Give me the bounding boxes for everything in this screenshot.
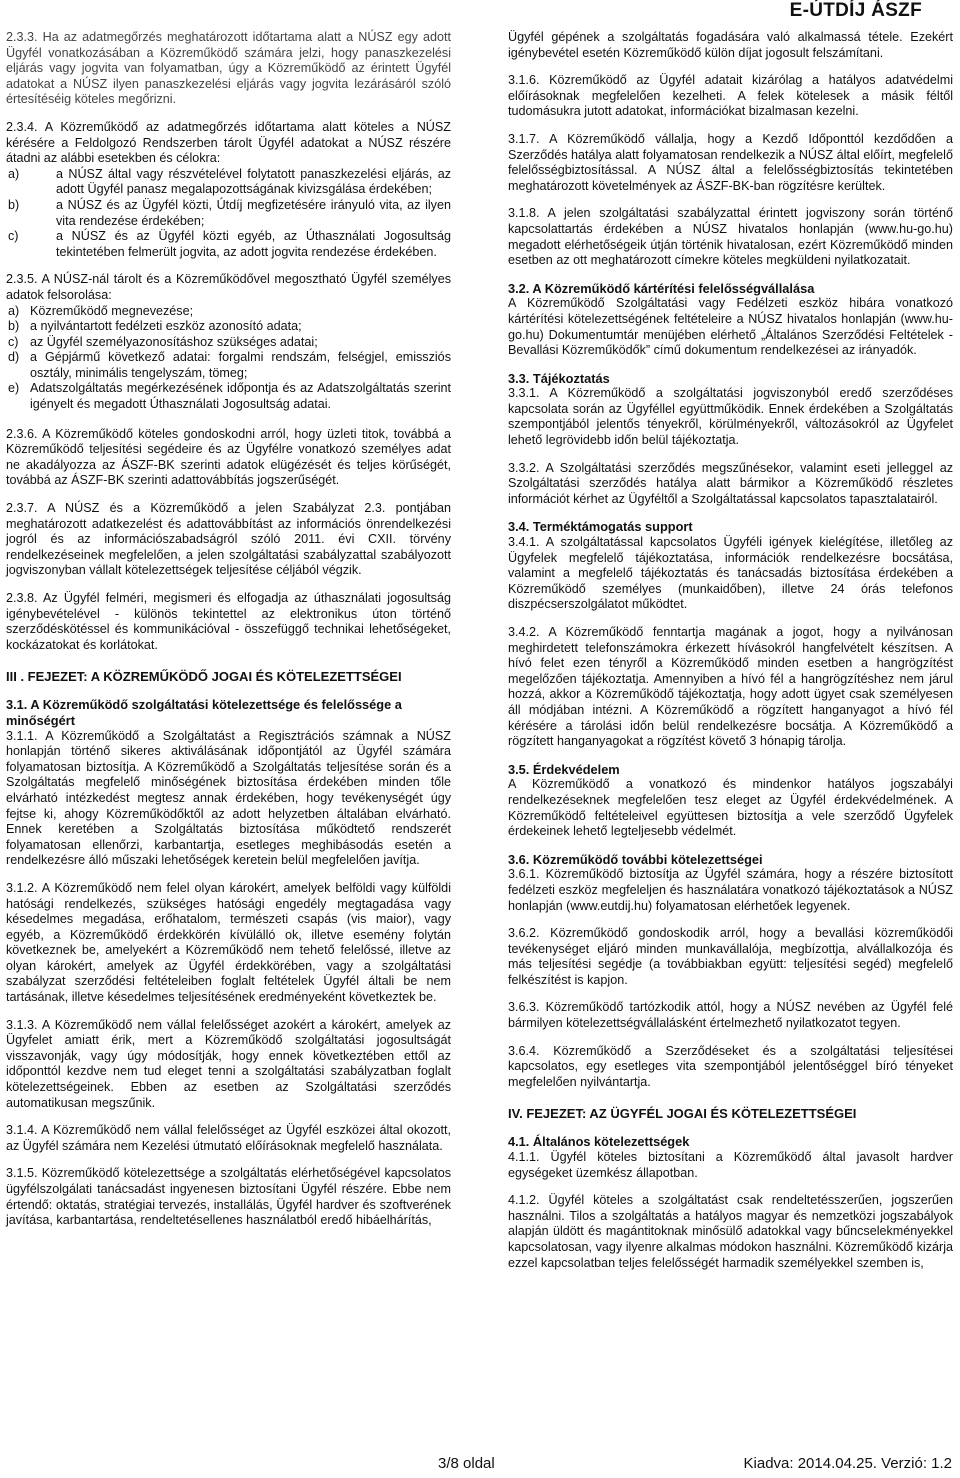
paragraph-3-1-6: 3.1.6. Közreműködő az Ügyfél adatait kizárólag a hatályos adatvédelmi előírásoknak megfelelően kezelheti. A felek kötelesek a másik féltől tudomásukra jutott adatokat, információkat bizalmasan kezelni. xyxy=(508,73,953,119)
paragraph-3-1-2: 3.1.2. A Közreműködő nem felel olyan károkért, amelyek belföldi vagy külföldi hatósági rendelkezés, szükséges hatósági engedély megtagadása vagy késedelmes megadása, erőhatalom, természeti csapás (vis maior), vagy egyéb, a Közreműködő érdekkörén kívülálló ok, illetve esemény folytán következnek be, amelyekért a Közreműködő nem tehető felelőssé, illetve az olyan károkért, amelyek az Ügyfél érdekkörében, vagy a szolgáltatási szabályzat szerződési feltételeiben foglalt feltételek Ügyfél általi be nem tartásának, illetve késedelmes teljesítésének eredményeként következtek be. xyxy=(6,880,451,1005)
paragraph-3-1-4: 3.1.4. A Közreműködő nem vállal felelősséget az Ügyfél eszközei által okozott, az Ügyfél számára nem Kezelési útmutató előírásoknak megfelelő használata. xyxy=(6,1123,451,1153)
paragraph-3-3-2: 3.3.2. A Szolgáltatási szerződés megszűnésekor, valamint eseti jelleggel az Szolgáltatási szerződés hatálya alatt bármikor a Közreműködő részletes információt kérhet az Ügyféltől a Szolgáltatással kapcsolatos tapasztalatairól. xyxy=(508,460,953,506)
section-heading-3-1: 3.1. A Közreműködő szolgáltatási kötelezettsége és felelőssége a minőségért xyxy=(6,697,402,728)
version-info: Kiadva: 2014.04.25. Verzió: 1.2 xyxy=(743,1455,952,1473)
paragraph-2-3-3: 2.3.3. Ha az adatmegőrzés meghatározott időtartama alatt a NÚSZ egy adott Ügyfél vonatkozásában a Közreműködő számára jelzi, hogy panaszkezelési eljárás vagy jogvita van folyamatban, úgy a Közreműködő az érintett Ügyfél adatokat a NÚSZ ilyen panaszkezelési eljárás vagy jogvita lezárásáról szóló értesítéséig köteles megőrizni. xyxy=(6,30,451,107)
paragraph-3-6-4: 3.6.4. Közreműködő a Szerződéseket és a szolgáltatási teljesítései kapcsolatos, egy esetleges vita szempontjából jelentőséggel bíró tényeket megfelelően nyilvántartja. xyxy=(508,1043,953,1089)
section-heading-3-4: 3.4. Terméktámogatás support xyxy=(508,519,693,535)
section-heading-3-2: 3.2. A Közreműködő kártérítési felelősségvállalása xyxy=(508,280,815,296)
section-heading-3-3: 3.3. Tájékoztatás xyxy=(508,370,610,386)
paragraph-3-6-3: 3.6.3. Közreműködő tartózkodik attól, hogy a NÚSZ nevében az Ügyfél felé bármilyen kötelezettségvállalásként értelmezhető nyilatkozatot tegyen. xyxy=(508,1000,953,1031)
list-2-3-4 xyxy=(6,167,451,261)
paragraph-3-1-5: 3.1.5. Közreműködő kötelezettsége a szolgáltatás elérhetőségével kapcsolatos ügyfélszolgálati tanácsadást ingyenesen biztosítani Ügyfél részére. Ebbe nem értendő: oktatás, stratégiai tervezés, installálás, Ügyfél hardver és szoftverének javítása, karbantartása, rendeltetésellenes használatból eredő hibáelhárítás, xyxy=(6,1166,451,1228)
list-item: d) a Gépjármű következő adatai: forgalmi rendszám, felségjel, emissziós osztály, minimális tengelyszám, tömeg; xyxy=(8,350,451,380)
section-heading-3-5: 3.5. Érdekvédelem xyxy=(508,761,620,777)
left-column xyxy=(6,30,451,1241)
section-heading-4-1: 4.1. Általános kötelezettségek xyxy=(508,1134,690,1150)
paragraph-3-2: A Közreműködő Szolgáltatási vagy Fedélzeti eszköz hibára vonatkozó kártérítési kötelezettségének feltételeire a NÚSZ hivatalos honlapján (www.hu-go.hu) Dokumentumtár menüjében elérhető „Általános Szerződési Feltételek - Bevallási Közreműködők” című dokumentum rendelkezései az irányadók. xyxy=(508,296,953,358)
paragraph-2-3-7: 2.3.7. A NÚSZ és a Közreműködő a jelen Szabályzat 2.3. pontjában meghatározott adatkezelést és adattovábbítást az információs önrendelkezési jogról és az információszabadságról szóló 2011. évi CXII. törvény rendelkezéseinek megfelelően, a jelen szolgáltatási szabályzattal szabályozott jogviszonyban vállalt kötelezettségek teljesítése céljából végzik. xyxy=(6,501,451,578)
right-column xyxy=(508,30,953,1283)
paragraph-3-3-1: 3.3.1. A Közreműködő a szolgáltatási jogviszonyból eredő szerződéses kapcsolata során az Ügyféllel együttműködik. Ennek érdekében a Szolgáltatás szempontjából jelentős tényekről, körülményekről, változásokról az Ügyfelet lehető legrövidebb időn belül tájékoztatja. xyxy=(508,386,953,448)
paragraph-continuation: Ügyfél gépének a szolgáltatás fogadására való alkalmassá tétele. Ezekért igénybevétel esetén Közreműködő külön díjat jogosult felszámítani. xyxy=(508,30,953,60)
paragraph-3-5: A Közreműködő a vonatkozó és mindenkor hatályos jogszabályi rendelkezéseknek megfelelően tesz eleget az Ügyfél érdekvédelmének. A Közreműködő feltételeivel együttesen biztosítja a vele szerződő Ügyfelek érdekeinek lehető legteljesebb védelmét. xyxy=(508,777,953,839)
paragraph-3-6-2: 3.6.2. Közreműködő gondoskodik arról, hogy a bevallási közreműködői tevékenységet eljáró minden munkavállalója, megbízottja, alvállalkozója és más teljesítési segédje (a továbbiakban együtt: teljesítési segéd) megfelelő felkészítést is kapjon. xyxy=(508,926,953,987)
paragraph-3-1-3: 3.1.3. A Közreműködő nem vállal felelősséget azokért a károkért, amelyek az Ügyfelet amiatt érik, mert a Közreműködő szolgáltatási jogosultságát visszavonják, vagy úgy módosítják, hogy ennek következtében ettől az időponttól kezdve nem tud eleget tenni a szolgáltatási szabályzatban foglalt kötelezettségeinek. Ebben az esetben az Szolgáltatási szerződés automatikusan megszűnik. xyxy=(6,1017,451,1110)
document-brand-header: E-ÚTDÍJ ÁSZF xyxy=(789,0,922,21)
paragraph-4-1-2: 4.1.2. Ügyfél köteles a szolgáltatást csak rendeltetésszerűen, jogszerűen használni. Tilos a szolgáltatás a hatályos magyar és nemzetközi jogszabályok alapján üldött és magántitoknak minősülő adatokkal vagy bűncselekményekkel kapcsolatosan, vagy ilyenre alkalmas módokon használni. Közreműködő kizárja ezzel kapcsolatban teljes felelősségét harmadik személyekkel szemben is, xyxy=(508,1193,953,1270)
paragraph-3-1-1: 3.1.1. A Közreműködő a Szolgáltatást a Regisztrációs számnak a NÚSZ honlapján történő sikeres aktiválásának időpontjától az Ügyfél számára folyamatosan biztosítja. A Közreműködő a Szolgáltatás teljesítése során és a Szolgáltatás megfelelő minőségének biztosítása érdekében minden tőle elvárható intézkedést megtesz annak érdekében, hogy tevékenységét úgy fejtse ki, ahogy Közreműködőktől az adott helyzetben általában elvárható. Ennek keretében a Szolgáltatás biztosítása működtető rendszerét folyamatosan ellenőrzi, karbantartja, esetleges meghibásodás esetén a rendelkezésre álló műszaki lehetőségek keretein belül megfelelően javítja. xyxy=(6,728,451,868)
list-item: c) a NÚSZ és az Ügyfél közti egyéb, az Úthasználati Jogosultság tekintetében felmerült jogvita, az adott jogvita rendezése érdekében. xyxy=(8,229,451,259)
page-number: 3/8 oldal xyxy=(438,1455,495,1473)
paragraph-2-3-5: 2.3.5. A NÚSZ-nál tárolt és a Közreműködővel megosztható Ügyfél személyes adatok felsorolása: xyxy=(6,272,451,302)
paragraph-4-1-1: 4.1.1. Ügyfél köteles biztosítani a Közreműködő által javasolt hardver egységeket üzemkész állapotban. xyxy=(508,1150,953,1180)
paragraph-2-3-6: 2.3.6. A Közreműködő köteles gondoskodni arról, hogy üzleti titok, továbbá a Közreműködő teljesítési segédeire és az Ügyfélre vonatkozó személyes adat ne akadályozza az ÁSZF-BK szerinti adatok elügézését és teljes körűségét, továbbá az ÁSZF-BK szerinti adattovábbítás jogszerűségét. xyxy=(6,426,451,488)
list-item: a) a NÚSZ által vagy részvételével folytatott panaszkezelési eljárás, az adott Ügyfél panasz megalapozottságának kivizsgálása érdekében; xyxy=(8,166,451,197)
paragraph-3-6-1: 3.6.1. Közreműködő biztosítja az Ügyfél számára, hogy a részére biztosított fedélzeti eszköz megfeleljen és használatára vonatkozó tájékoztatások a NÚSZ honlapján (www.eutdij.hu) folyamatosan elérhetőek legyenek. xyxy=(508,867,953,913)
list-item: b) a nyilvántartott fedélzeti eszköz azonosító adata; xyxy=(8,319,302,334)
paragraph-3-4-2: 3.4.2. A Közreműködő fenntartja magának a jogot, hogy a nyilvánosan meghirdetett telefonszámokra érkezett hívásokról hangfelvételt készítsen. A hívó felet ezen tényről a Közreműködő minden esetben a hangrögzítést megelőzően tájékoztatja. Amennyiben a hívó fél a hangrögzítéshez nem járul hozzá, akkor a Közreműködő tájékoztatja, hogy adott ügyet csak személyesen áll módjában intézni. A Közreműködő a rögzített hanganyagot a hívó fél kérésére a tárolási időn belül rendelkezésre bocsátja. A Közreműködő a rögzített hanganyagokat a rögzítést követő 3 hónapig tárolja. xyxy=(508,625,953,749)
chapter-heading-iii: III . FEJEZET: A KÖZREMŰKÖDŐ JOGAI ÉS KÖTELEZETTSÉGEI xyxy=(6,669,402,685)
paragraph-2-3-8: 2.3.8. Az Ügyfél felméri, megismeri és elfogadja az úthasználati jogosultság igénybevételével - különös tekintettel az elektronikus úton történő szerződéskötéssel és kommunikációval - összefüggő technikai lehetőségeket, kockázatokat és korlátokat. xyxy=(6,591,451,652)
list-item: b) a NÚSZ és az Ügyfél közti, Útdíj megfizetésére irányuló vita, az ilyen vita rendezése érdekében; xyxy=(8,197,451,228)
list-item: c) az Ügyfél személyazonosításhoz szükséges adatai; xyxy=(8,334,318,349)
chapter-heading-iv: IV. FEJEZET: AZ ÜGYFÉL JOGAI ÉS KÖTELEZETTSÉGEI xyxy=(508,1106,857,1122)
list-item: a) Közreműködő megnevezése; xyxy=(8,303,194,318)
paragraph-3-4-1: 3.4.1. A szolgáltatással kapcsolatos Ügyféli igények kielégítése, illetőleg az Ügyfelek megfelelő tájékoztatása, információk rendelkezésre bocsátása, valamint a megfelelő tájékoztatás és tanácsadás biztosítása érdekében a Közreműködő személyes (munkaidőben), illetve 24 órás telefonos diszpécserszolgálatot működtet. xyxy=(508,535,953,612)
list-item: e) Adatszolgáltatás megérkezésének időpontja és az Adatszolgáltatás szerint igényelt és megadott Úthasználati Jogosultság adatai. xyxy=(8,381,451,412)
list-2-3-5 xyxy=(6,304,451,413)
paragraph-3-1-8: 3.1.8. A jelen szolgáltatási szabályzattal érintett jogviszony során történő kapcsolattartás érdekében a NÚSZ hivatalos honlapján (www.hu-go.hu) megadott elérhetőségeik útján történik hivatalosan, ezért Közreműködő minden esetben az ott meghatározott címekre köteles megküldeni nyilatkozatait. xyxy=(508,206,953,268)
paragraph-3-1-7: 3.1.7. A Közreműködő vállalja, hogy a Kezdő Időponttól kezdődően a Szerződés hatálya alatt folyamatosan rendelkezik a NÚSZ által előírt, megfelelő felelősségbiztosítással. A NÚSZ által a felelősségbiztosítás tekintetében meghatározott követelmények az ÁSZF-BK-ban rögzítésre kerültek. xyxy=(508,131,953,193)
paragraph-2-3-4: 2.3.4. A Közreműködő az adatmegőrzés időtartama alatt köteles a NÚSZ kérésére a Feldolgozó Rendszerben tárolt Ügyfél adatokat a NÚSZ részére átadni az alábbi esetekben és célokra: xyxy=(6,119,451,166)
section-heading-3-6: 3.6. Közreműködő további kötelezettségei xyxy=(508,851,763,867)
